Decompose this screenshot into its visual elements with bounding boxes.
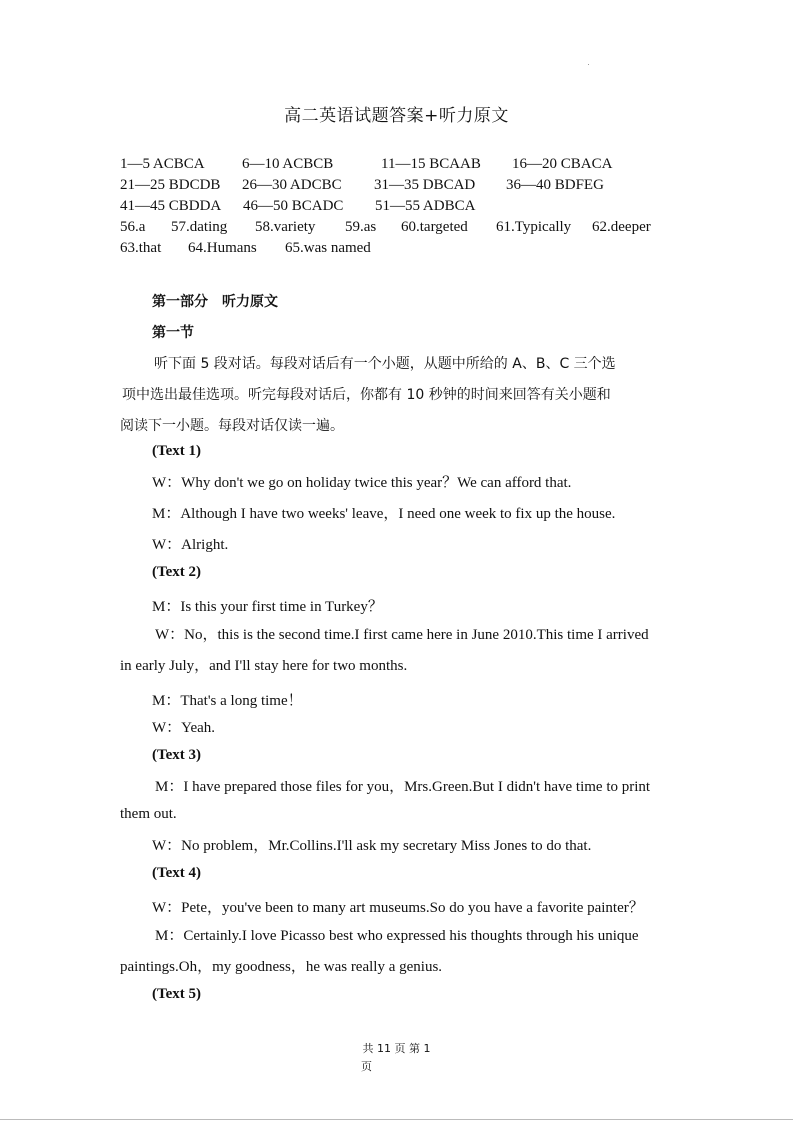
dialogue-line: M：Is this your first time in Turkey？ [152,599,383,615]
answer-item: 46—50 BCADC [243,198,344,214]
answer-item: 62.deeper [592,219,651,235]
text-label: (Text 2) [152,564,202,580]
instruction-line: 听下面 5 段对话。每段对话后有一个小题，从题中所给的 A、B、C 三个选 [154,356,616,372]
answer-item: 61.Typically [496,219,572,235]
dialogue-line: W：Alright. [152,537,229,553]
answer-item: 11—15 BCAAB [381,156,481,172]
dialogue-line: W：No problem，Mr.Collins.I'll ask my secretary Miss Jones to do that. [152,838,592,854]
part-heading: 第一部分 听力原文 [152,294,278,310]
dialogue-line: W：Yeah. [152,720,216,736]
answer-item: 58.variety [255,219,316,235]
answer-item: 65.was named [285,240,371,256]
text-label: (Text 4) [152,865,202,881]
answer-item: 31—35 DBCAD [374,177,476,193]
answer-item: 36—40 BDFEG [506,177,604,193]
answer-item: 26—30 ADCBC [242,177,342,193]
page-title: 高二英语试题答案+听力原文 [284,106,509,126]
answer-item: 56.a [120,219,146,235]
dialogue-line: them out. [120,806,177,822]
answer-item: 21—25 BDCDB [120,177,221,193]
answer-item: 57.dating [171,219,228,235]
instruction-line: 项中选出最佳选项。听完每段对话后，你都有 10 秒钟的时间来回答有关小题和 [122,387,611,403]
text-label: (Text 3) [152,747,202,763]
dialogue-line: paintings.Oh，my goodness，he was really a genius. [120,959,443,975]
dialogue-line: W：Pete，you've been to many art museums.So do you have a favorite painter？ [152,900,644,916]
dialogue-line: in early July，and I'll stay here for two months. [120,658,408,674]
page-footer-line: 页 [361,1060,372,1073]
page-bottom-border [0,1119,793,1120]
answer-item: 6—10 ACBCB [242,156,334,172]
dialogue-line: W：Why don't we go on holiday twice this year？We can afford that. [152,475,572,491]
instruction-line: 阅读下一小题。每段对话仅读一遍。 [120,418,344,434]
answer-item: 60.targeted [401,219,468,235]
answer-item: 59.as [345,219,377,235]
answer-item: 63.that [120,240,162,256]
text-label: (Text 5) [152,986,202,1002]
dialogue-line: M：Certainly.I love Picasso best who expressed his thoughts through his unique [155,928,639,944]
subsection-heading: 第一节 [152,325,194,341]
dialogue-line: W：No，this is the second time.I first came here in June 2010.This time I arrived [155,627,649,643]
answer-item: 64.Humans [188,240,257,256]
answer-item: 1—5 ACBCA [120,156,205,172]
answer-item: 16—20 CBACA [512,156,613,172]
scan-dot [588,64,589,65]
dialogue-line: M：That's a long time！ [152,693,303,709]
text-label: (Text 1) [152,443,202,459]
page-footer-line: 共 11 页 第 1 [362,1042,431,1055]
answer-item: 51—55 ADBCA [375,198,476,214]
answer-item: 41—45 CBDDA [120,198,222,214]
dialogue-line: M：I have prepared those files for you，Mrs.Green.But I didn't have time to print [155,779,651,795]
dialogue-line: M：Although I have two weeks' leave，I need one week to fix up the house. [152,506,616,522]
